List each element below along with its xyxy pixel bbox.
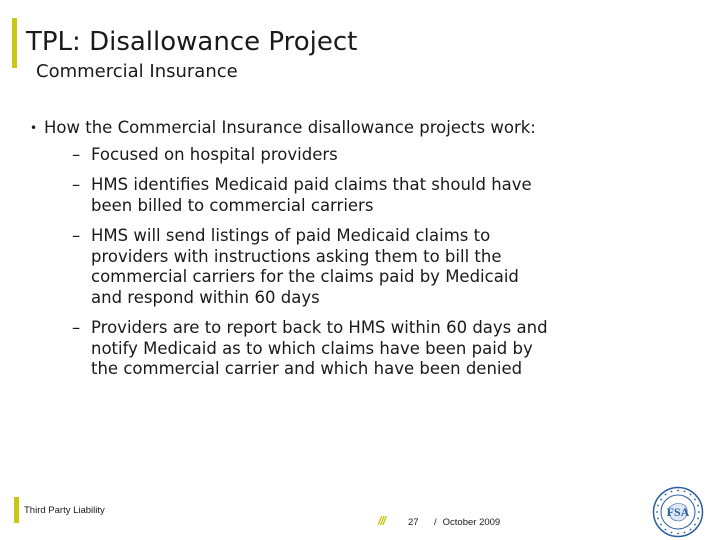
- sub-bullet-dash: –: [72, 144, 81, 164]
- sub-bullet-text: HMS will send listings of paid Medicaid claims to providers with instructions asking them to bill the commercial carriers for the claims paid by Medicaid and respond within 60 days: [91, 226, 519, 307]
- slide-content: [30, 118, 550, 390]
- agency-seal-logo: [652, 486, 704, 538]
- sub-bullet: [72, 145, 550, 166]
- page-number: 27: [408, 517, 419, 528]
- footer-accent-bar: [14, 497, 19, 523]
- sub-bullet: [72, 226, 550, 308]
- sub-bullet-dash: –: [72, 175, 81, 194]
- sub-bullet-dash: –: [72, 318, 81, 337]
- footer-date: [434, 517, 500, 528]
- svg-text:FSA: FSA: [666, 505, 690, 519]
- bullet-dot: •: [30, 121, 38, 135]
- date-text: October 2009: [442, 517, 501, 528]
- sub-bullet-list: [72, 145, 550, 380]
- date-separator: /: [434, 517, 437, 528]
- slide-subtitle: Commercial Insurance: [36, 61, 238, 82]
- main-bullet-text: How the Commercial Insurance disallowance projects work:: [44, 118, 536, 137]
- main-bullet: [30, 118, 550, 139]
- title-accent-bar: [12, 18, 17, 68]
- sub-bullet: [72, 175, 550, 216]
- sub-bullet-dash: –: [72, 226, 81, 245]
- sub-bullet-text: HMS identifies Medicaid paid claims that should have been billed to commercial carriers: [91, 175, 532, 215]
- footer-section-label: Third Party Liability: [24, 505, 105, 516]
- sub-bullet-text: Providers are to report back to HMS within 60 days and notify Medicaid as to which claims have been paid by the commercial carrier and which have been denied: [91, 318, 548, 378]
- slide-title: TPL: Disallowance Project: [26, 27, 358, 57]
- footer-slashes: ///: [378, 514, 386, 528]
- sub-bullet-text: Focused on hospital providers: [91, 144, 338, 164]
- sub-bullet: [72, 318, 550, 380]
